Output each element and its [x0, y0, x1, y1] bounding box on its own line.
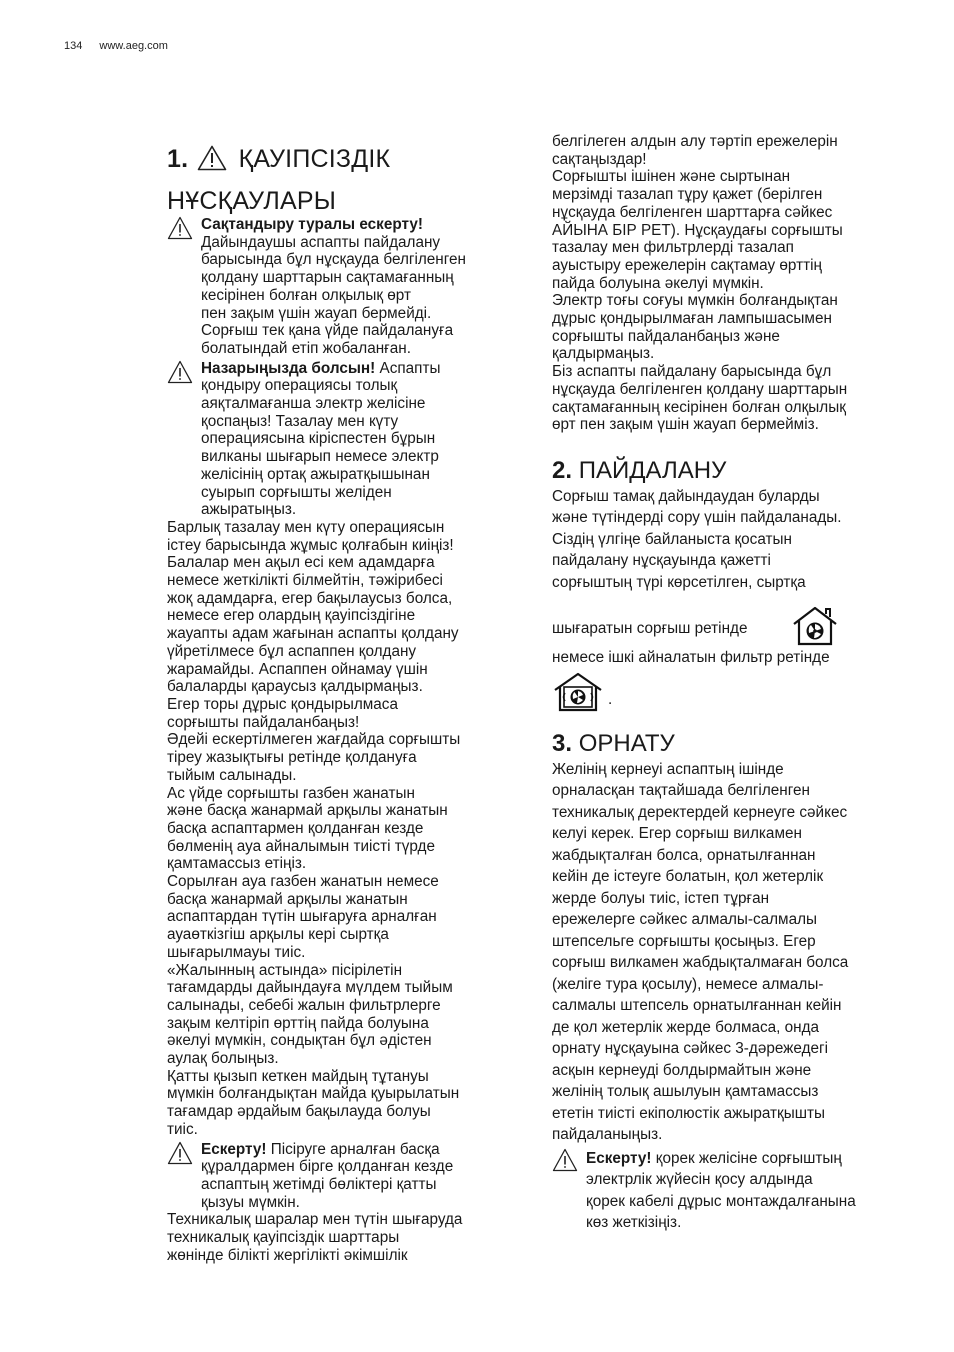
section2-heading — [552, 456, 912, 486]
section2-title: ПАЙДАЛАНУ — [578, 456, 727, 484]
warning-triangle-icon — [197, 144, 227, 182]
warning-body-hot-parts-first: Пісіруге арналған басқа — [266, 1140, 440, 1158]
warning-title-hot-parts: Ескерту! — [201, 1140, 267, 1158]
right-column — [552, 133, 912, 1234]
warning-triangle-icon — [167, 1141, 193, 1170]
warning-block-caution — [167, 216, 527, 358]
section3-number: 3. — [552, 729, 573, 757]
warning-triangle-icon — [167, 360, 193, 389]
page-header — [64, 40, 168, 52]
warning-triangle-icon — [552, 1148, 578, 1177]
section2-number: 2. — [552, 456, 573, 484]
warning-text-attention — [201, 360, 527, 519]
warning-block-attention — [167, 360, 527, 519]
warning-text-hot-parts — [201, 1141, 527, 1212]
warning-body-hot-parts: құралдармен бірге қолданған кезде аспаптың жетімді бөліктері қатты қызуы мүмкін. — [201, 1158, 454, 1211]
house-filter-recirculation-icon — [552, 671, 604, 718]
warning-title-caution: Сақтандыру туралы ескерту! — [201, 216, 423, 233]
recirculation-label: немесе ішкі айналатын фильтр ретінде — [552, 649, 830, 667]
section3-title: ОРНАТУ — [578, 729, 675, 757]
warning-body-power-cable-first: қорек желісіне сорғыштың — [651, 1149, 842, 1167]
safety-body-text: Барлық тазалау мен күту операциясын істеу барысында жұмыс қолғабын киіңіз! Балалар мен ақыл есі кем адамдарға немесе жеткілікті білмейтін, тәжірибесі жоқ адамдарға, егер бақылаусыз болса, немесе егер олардың қауіпсіздігіне жауапты адам жағынан аспапты қолдану үйретілмесе бұл аспаппен қолдану жарамайды. Аспаппен ойнамау үшін балаларды қараусыз қалдырмаңыз. Егер торы дұрыс қондырылмаса сорғышты пайдаланбаңыз! Әдейі ескертілмеген жағдайда сорғышты тіреу жазықтығы ретінде қолдануға тыйым салынады. Ас үйде сорғышты газбен жанатын және басқа жанармай арқылы жанатын басқа аспаптармен қолданған кезде бөлменің ауа айналымын тиісті түрде қамтамассыз етіңіз. Сорылған ауа газбен жанатын немесе басқа жанармай арқылы жанатын аспаптардан түтін шығаруға арналған ауаөткізгіш арқылы кері сыртқа шығарылмауы тиіс. «Жалынның астында» пісірілетін тағамдарды дайындауға мүлдем тыйым салынады, себебі жалын фильтрлерге зақым келтіріп өрттің пайда болуына әкелуі мүмкін, сондықтан бұл әдістен аулақ болыңыз. Қатты қызып кеткен майдың тұтануы мүмкін болғандықтан майда қуырылатын тағамдар әрдайым бақылауда болуы тиіс. — [167, 518, 461, 1138]
installation-body-text: Желінің кернеуі аспаптың ішінде орналасқан тақтайшада белгіленген техникалық деректердей кернеуге сәйкес келуі керек. Егер сорғыш вилкамен жабдықталған болса, орнатылғаннан кейін де істеуге болатын, қол жетерлік жерде болуы тиіс, істеп тұрған ережелерге сәйкес алмалы-салмалы штепсельге сорғышты қосыңыз. Егер сорғыш вилкамен жабдықталмаған болса (желіге тура қосылу), немесе алмалы- салмалы штепсель орнатылғаннан кейін де қол жетерлік жерде болмаса, онда орнату нұсқауына сәйкес 3-дәрежедегі асқын кернеуді болдырмайтын және желінің толық ашылуын қамтамассыз ететін тиісті екіполюстік ажыратқышты пайдаланыңыз. — [552, 760, 849, 1144]
warning-body-power-cable: электрлік жүйесін қосу алдында қорек кабелі дұрыс монтаждалғанына көз жеткізіңіз. — [586, 1171, 856, 1232]
extraction-label: шығаратын сорғыш ретінде — [552, 620, 748, 638]
sentence-end-dot: . — [608, 690, 613, 708]
left-column — [167, 140, 527, 1264]
house-fan-extraction-icon — [790, 605, 840, 652]
warning-title-attention: Назарыңызда болсын! — [201, 359, 376, 377]
section1-number: 1. — [167, 145, 189, 173]
extraction-line — [552, 607, 912, 647]
warning-block-power-cable — [552, 1148, 912, 1234]
page-number: 134 — [64, 40, 83, 52]
recirculation-line — [552, 671, 912, 713]
section3-heading — [552, 729, 912, 759]
warning-text-power-cable — [586, 1148, 912, 1234]
warning-block-hot-parts — [167, 1141, 527, 1212]
safety-body-text-continued: Техникалық шаралар мен түтін шығаруда техникалық қауіпсіздік шарттары жөнінде білікті жергілікті әкімшілік — [167, 1211, 463, 1264]
warning-triangle-icon — [167, 216, 193, 245]
safety-body-text-right: белгілеген алдын алу тәртіп ережелерін сақтаңыздар! Сорғышты ішінен және сыртынан мерзімді тазалап тұру қажет (берілген нұсқауда белгіленген шарттарға сәйкес АЙЫНА БІР РЕТ). Нұсқаудағы сорғышты тазалау мен фильтрлерді тазалап ауыстыру ережелерін сақтамау өрттің пайда болуына әкелуі мүмкін. Электр тоғы соғуы мүмкін болғандықтан дұрыс қондырылмаған лампышасымен сорғышты пайдаланбаңыз және қалдырмаңыз. Біз аспапты пайдалану барысында бұл нұсқауда белгіленген қолдану шарттарын сақтамағанның кесірінен болған олқылық өрт пен зақым үшін жауап бермейміз. — [552, 133, 848, 434]
usage-body-text: Сорғыш тамақ дайындаудан буларды және түтіндерді сору үшін пайдаланады. Сіздің үлгіңе байланыста қосатын пайдалану нұсқауында қажетті сорғыштың түрі көрсетілген, сыртқа — [552, 487, 842, 591]
warning-title-power-cable: Ескерту! — [586, 1149, 652, 1167]
section1-title-line2: НҰСҚАУЛАРЫ — [167, 187, 337, 215]
section1-title-line1: ҚАУІПСІЗДІК — [238, 145, 391, 173]
section1-heading — [167, 140, 527, 220]
warning-body-attention: қондыру операциясы толық аяқталмағанша электр желісіне қоспаңыз! Тазалау мен күту операциясына кіріспестен бұрын вилканы шығарып немесе электр желісінің ортақ ажыратқышынан суырып сорғышты желіден ажыратыңыз. — [201, 377, 439, 519]
warning-body-attention-first: Аспапты — [375, 359, 441, 377]
website-link[interactable]: www.aeg.com — [99, 40, 168, 52]
warning-text-caution — [201, 216, 527, 358]
warning-body-caution: Дайындаушы аспапты пайдалану барысында бұл нұсқауда белгіленген қолдану шарттарын сақтамағанның кесірінен болған олқылық өрт пен зақым үшін жауап бермейді. Сорғыш тек қана үйде пайдалануға болатындай етіп жобаланған. — [201, 233, 466, 357]
